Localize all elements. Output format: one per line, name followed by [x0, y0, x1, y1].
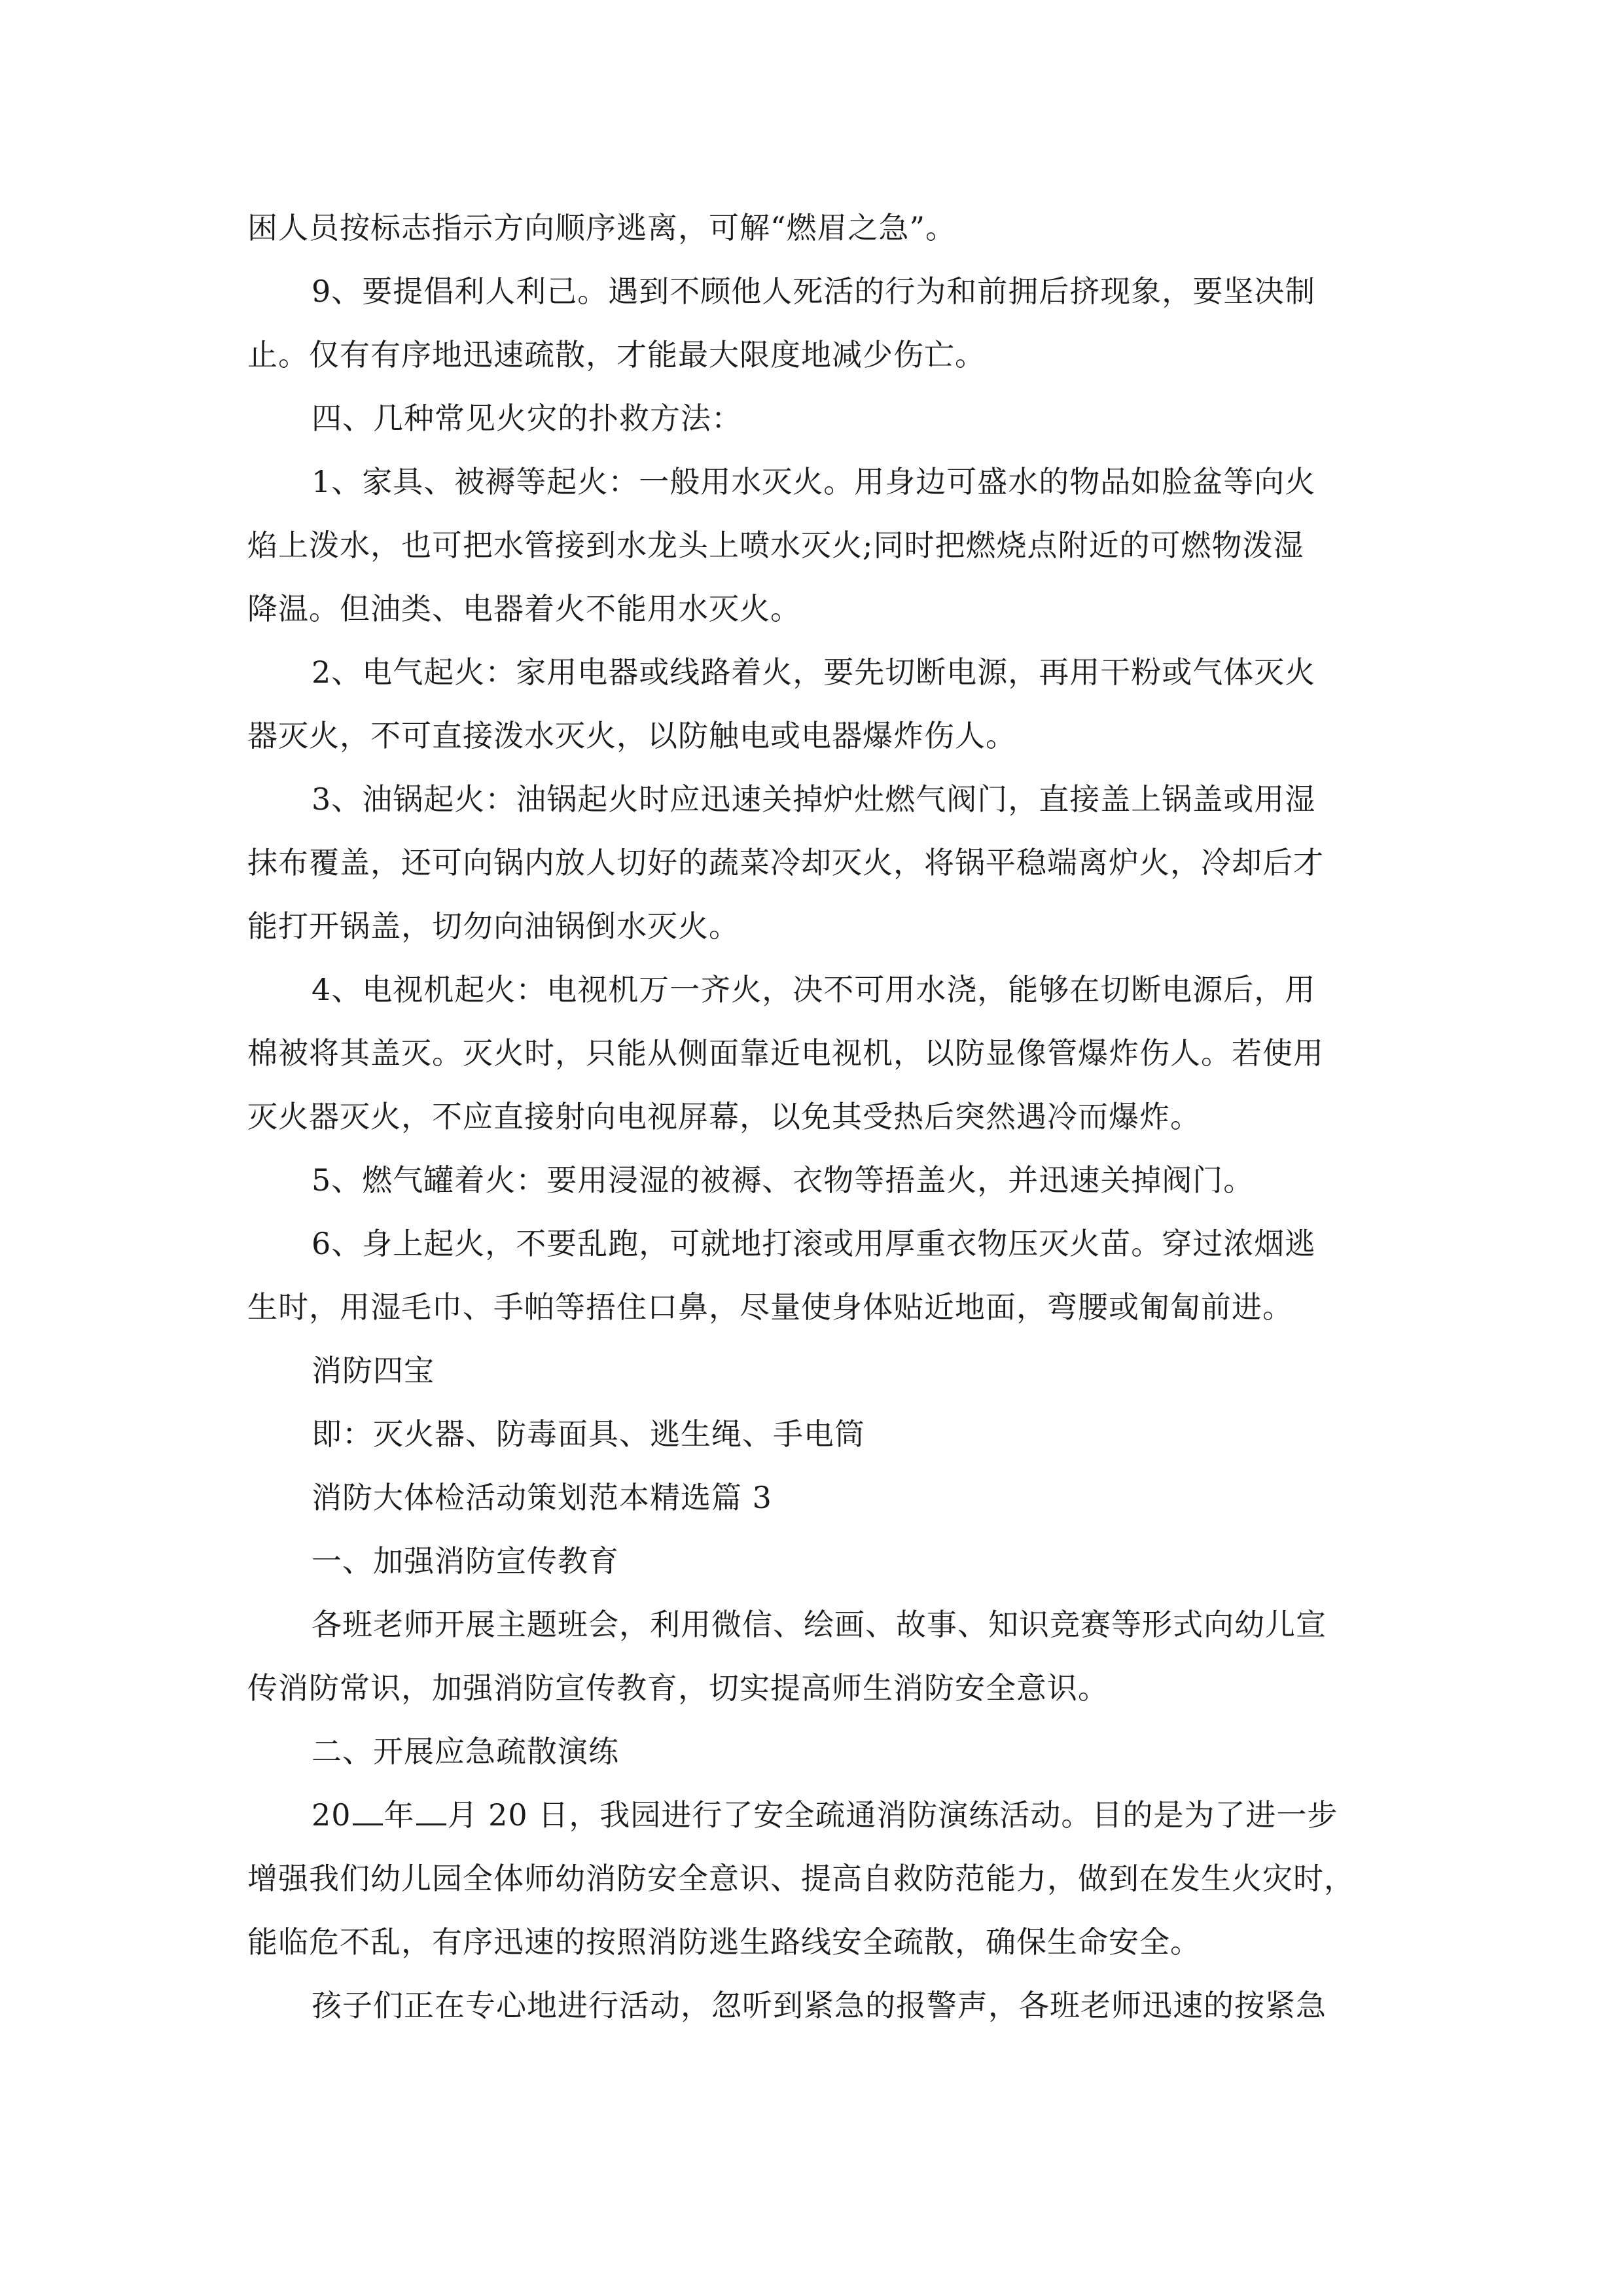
paragraph: [247, 1720, 1380, 1784]
paragraph: [247, 1339, 1380, 1403]
paragraph: [247, 641, 1380, 768]
text-line: 3、油锅起火：油锅起火时应迅速关掉炉灶燃气阀门，直接盖上锅盖或用湿: [312, 781, 1316, 817]
text-line: 2、电气起火：家用电器或线路着火，要先切断电源，再用干粉或气体灭火: [312, 655, 1316, 690]
text-line: 困人员按标志指示方向顺序逃离，可解“燃眉之急”。: [247, 210, 957, 245]
text-line: 孩子们正在专心地进行活动，忽听到紧急的报警声，各班老师迅速的按紧急: [312, 1988, 1327, 2023]
text-line: 消防大体检活动策划范本精选篇 3: [312, 1480, 772, 1515]
paragraph: [247, 260, 1380, 387]
text-line: 各班老师开展主题班会，利用微信、绘画、故事、知识竞赛等形式向幼儿宣: [312, 1607, 1327, 1642]
text-line: 6、身上起火，不要乱跑，可就地打滚或用厚重衣物压灭火苗。穿过浓烟逃: [312, 1226, 1316, 1261]
text-line: 生时，用湿毛巾、手帕等捂住口鼻，尽量使身体贴近地面，弯腰或匍匐前进。: [247, 1289, 1293, 1325]
text-line: 棉被将其盖灭。灭火时，只能从侧面靠近电视机，以防显像管爆炸伤人。若使用: [247, 1035, 1324, 1071]
text-line: [247, 1784, 1380, 1847]
paragraph: [247, 768, 1380, 958]
paragraph: [247, 1212, 1380, 1339]
paragraph: [247, 450, 1380, 641]
paragraph: [247, 387, 1380, 450]
paragraph: [247, 1466, 1380, 1530]
text-line: 灭火器灭火，不应直接射向电视屏幕，以免其受热后突然遇冷而爆炸。: [247, 1099, 1201, 1134]
text-line: 抹布覆盖，还可向锅内放人切好的蔬菜冷却灭火，将锅平稳端离炉火，冷却后才: [247, 845, 1324, 880]
drill-paragraph: [247, 1784, 1380, 1974]
text-line: 5、燃气罐着火：要用浸湿的被褥、衣物等捂盖火，并迅速关掉阀门。: [312, 1162, 1255, 1198]
text-line: 能临危不乱，有序迅速的按照消防逃生路线安全疏散，确保生命安全。: [247, 1924, 1201, 1960]
text-line: 增强我们幼儿园全体师幼消防安全意识、提高自救防范能力，做到在发生火灾时，: [247, 1861, 1355, 1896]
text-line: 四、几种常见火灾的扑救方法：: [312, 401, 742, 436]
text-line: 焰上泼水，也可把水管接到水龙头上喷水灭火;同时把燃烧点附近的可燃物泼湿: [247, 528, 1304, 563]
text-line: 二、开展应急疏散演练: [312, 1734, 619, 1769]
paragraph: [247, 958, 1380, 1149]
paragraph: [247, 1530, 1380, 1593]
document-body: [247, 196, 1380, 2037]
text-line: 器灭火，不可直接泼水灭火，以防触电或电器爆炸伤人。: [247, 718, 1016, 753]
paragraph: [247, 1593, 1380, 1720]
paragraph: [247, 1974, 1380, 2037]
year-suffix: 年: [383, 1797, 415, 1833]
text-line: 降温。但油类、电器着火不能用水灭火。: [247, 591, 801, 626]
text-line: 1、家具、被褥等起火：一般用水灭火。用身边可盛水的物品如脸盆等向火: [312, 464, 1316, 499]
month-blank: [416, 1799, 446, 1825]
year-blank: [353, 1799, 383, 1825]
month-suffix: 月 20 日，我园进行了安全疏通消防演练活动。目的是为了进一步: [447, 1797, 1338, 1833]
text-line: 能打开锅盖，切勿向油锅倒水灭火。: [247, 908, 740, 944]
text-line: 传消防常识，加强消防宣传教育，切实提高师生消防安全意识。: [247, 1670, 1109, 1706]
text-line: 一、加强消防宣传教育: [312, 1543, 619, 1579]
year-prefix: 20: [312, 1797, 351, 1833]
paragraph: [247, 1149, 1380, 1212]
text-line: 止。仅有有序地迅速疏散，才能最大限度地减少伤亡。: [247, 337, 986, 372]
paragraph: [247, 1403, 1380, 1466]
text-line: 9、要提倡利人利己。遇到不顾他人死活的行为和前拥后挤现象，要坚决制: [312, 274, 1316, 309]
text-line: 即：灭火器、防毒面具、逃生绳、手电筒: [312, 1416, 865, 1452]
text-line: 4、电视机起火：电视机万一齐火，决不可用水浇，能够在切断电源后，用: [312, 972, 1316, 1007]
text-line: 消防四宝: [312, 1353, 435, 1388]
paragraph: [247, 196, 1380, 260]
